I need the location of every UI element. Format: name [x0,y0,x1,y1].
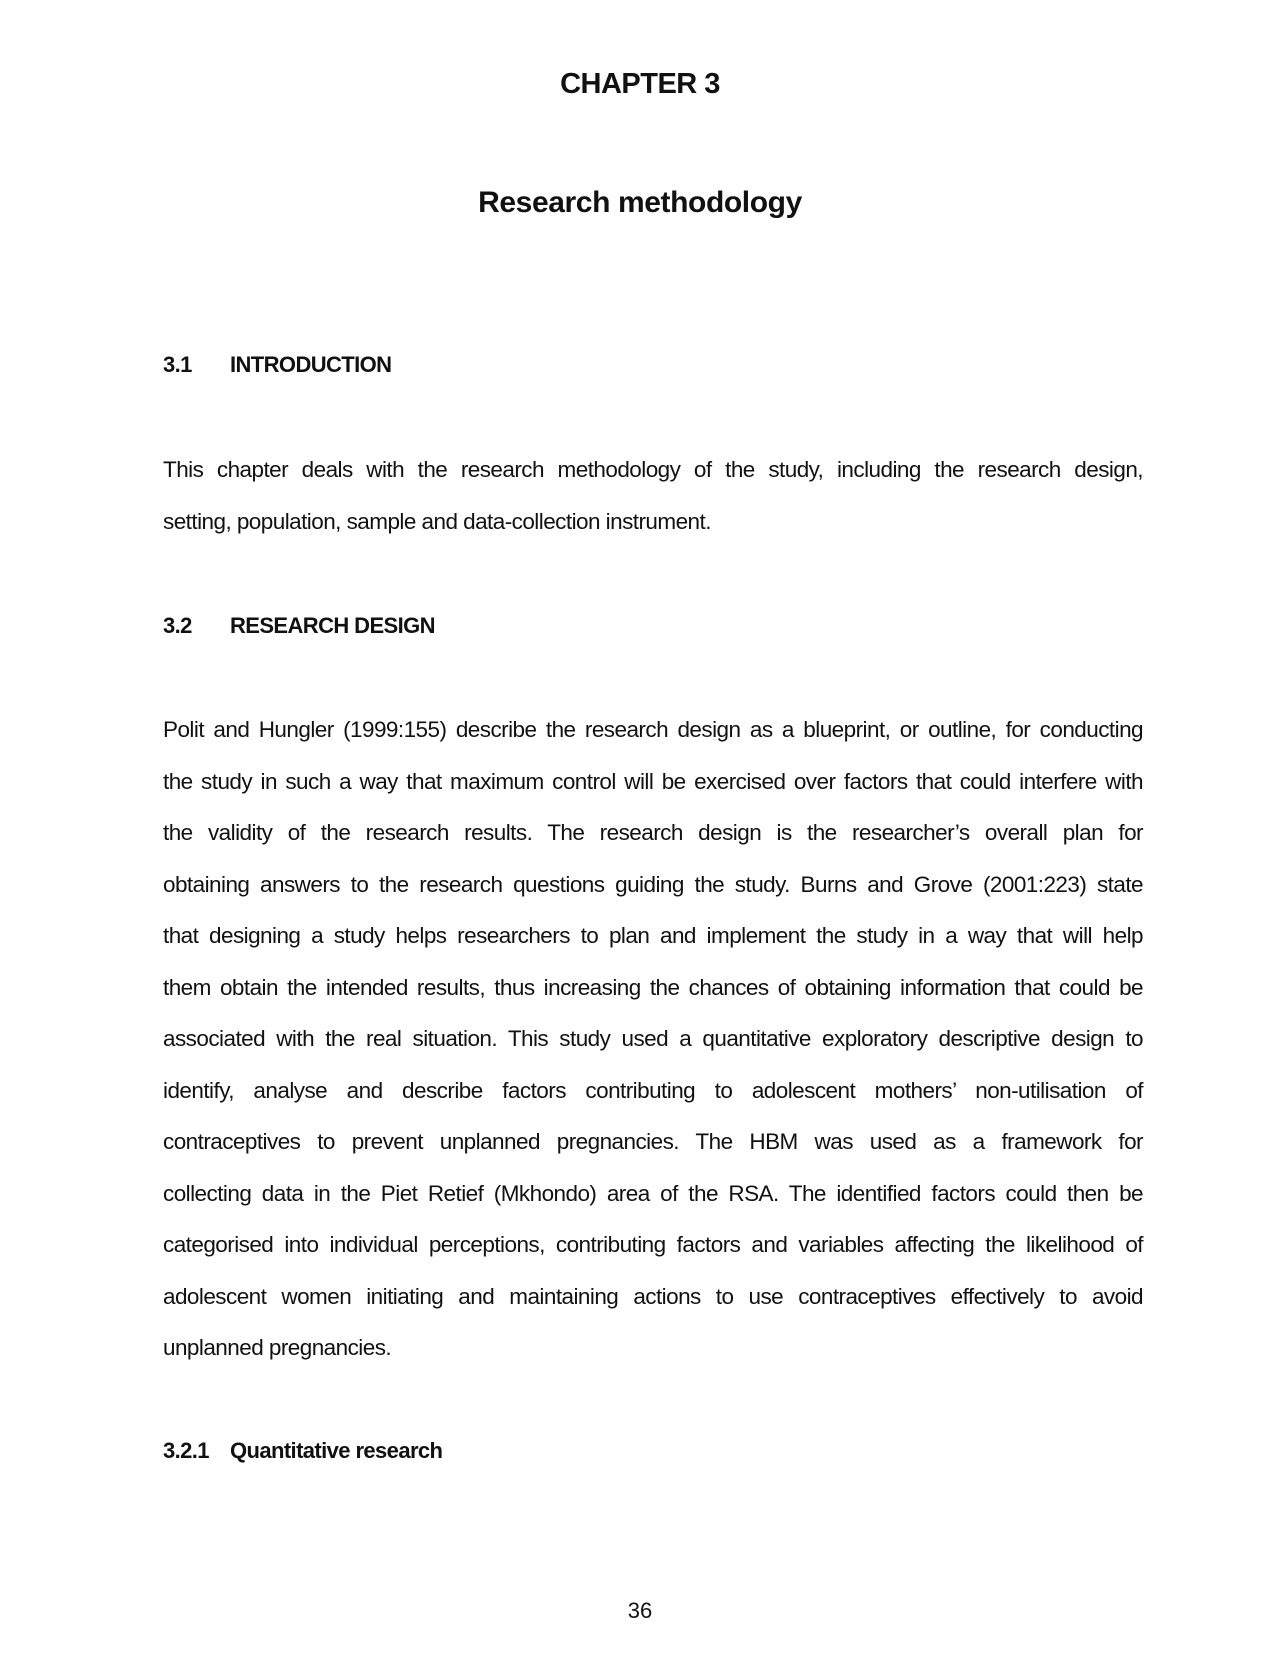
section-title: INTRODUCTION [230,352,392,377]
text-line: that designing a study helps researchers to plan and implement the study in a way that will help [163,923,1143,948]
text-line: unplanned pregnancies. [163,1335,392,1360]
page-number: 36 [627,1598,653,1623]
paragraph-research-design [163,715,1143,1385]
section-number: 3.2.1 [163,1438,209,1463]
text-line: the validity of the research results. The research design is the researcher’s overall plan for [163,820,1143,845]
text-line: contraceptives to prevent unplanned pregnancies. The HBM was used as a framework for [163,1129,1143,1154]
paragraph-introduction [163,455,1143,558]
text-line: Polit and Hungler (1999:155) describe the research design as a blueprint, or outline, for conducting [163,717,1143,742]
text-line: identify, analyse and describe factors contributing to adolescent mothers’ non-utilisation of [163,1077,1143,1103]
text-line: them obtain the intended results, thus increasing the chances of obtaining information that could be [163,974,1143,1000]
section-number: 3.1 [163,352,192,377]
text-line: collecting data in the Piet Retief (Mkhondo) area of the RSA. The identified factors could then be [163,1180,1143,1206]
text-line: adolescent women initiating and maintaining actions to use contraceptives effectively to avoid [163,1283,1143,1309]
section-number: 3.2 [163,613,192,638]
text-line: categorised into individual perceptions, contributing factors and variables affecting the likelihood of [163,1232,1143,1257]
section-title: Quantitative research [230,1438,443,1463]
chapter-title: Research methodology [478,186,802,219]
text-line: setting, population, sample and data-collection instrument. [163,508,711,534]
text-line: obtaining answers to the research questions guiding the study. Burns and Grove (2001:223) state [163,871,1143,897]
chapter-label: CHAPTER 3 [560,68,720,100]
text-line: This chapter deals with the research methodology of the study, including the research design, [163,457,1143,482]
text-line: the study in such a way that maximum control will be exercised over factors that could interfere with [163,768,1143,794]
text-line: associated with the real situation. This study used a quantitative exploratory descriptive design to [163,1026,1143,1051]
section-title: RESEARCH DESIGN [230,613,435,638]
